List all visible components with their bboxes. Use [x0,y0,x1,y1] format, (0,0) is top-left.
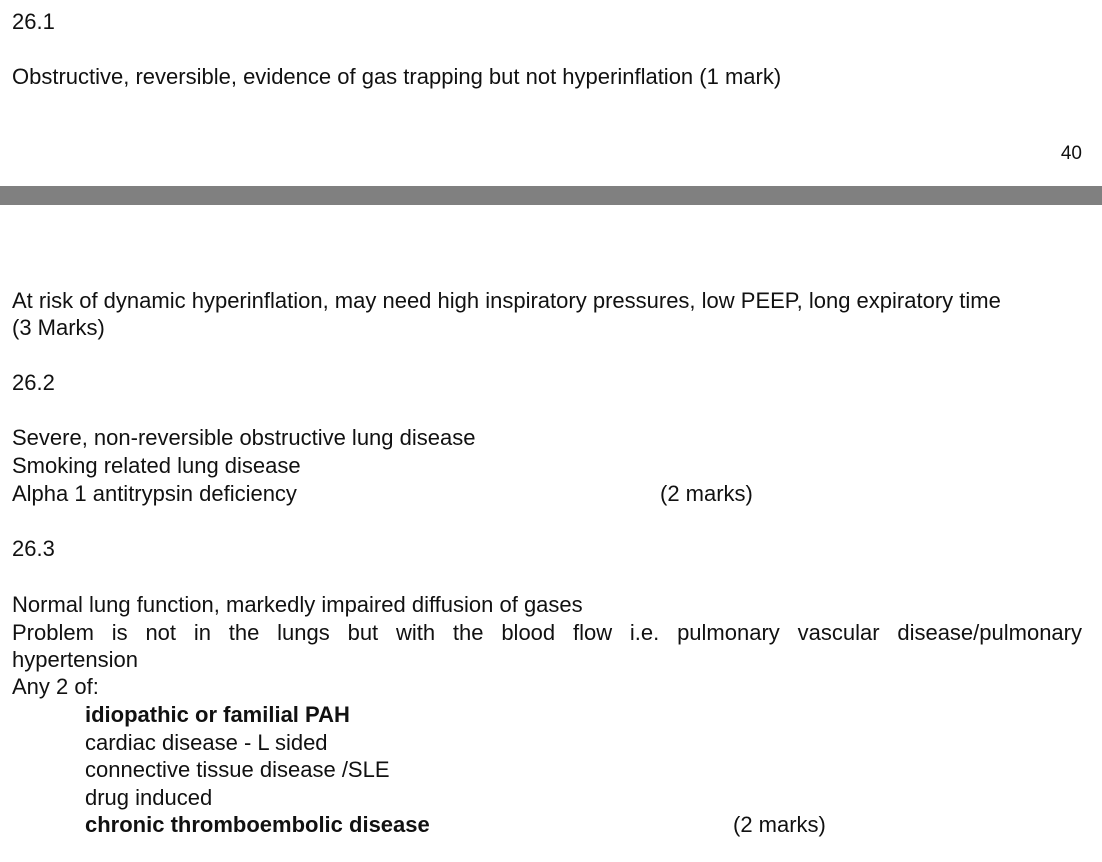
answer-26-2-line: Severe, non-reversible obstructive lung disease [12,425,476,450]
option-item: idiopathic or familial PAH [85,702,350,727]
answer-26-1: Obstructive, reversible, evidence of gas trapping but not hyperinflation (1 mark) [12,64,782,89]
answer-26-3-line-1: Normal lung function, markedly impaired diffusion of gases [12,592,583,617]
page-break-divider [0,186,1102,205]
answer-26-2-line: Smoking related lung disease [12,453,301,478]
answer-26-3-line-2: Problem is not in the lungs but with the blood flow i.e. pulmonary vascular disease/pulmonary [12,620,1082,645]
answer-26-3-line-4: Any 2 of: [12,674,99,699]
option-item: drug induced [85,785,213,810]
section-number-26-2: 26.2 [12,370,55,395]
answer-26-3-line-3: hypertension [12,647,138,672]
continuation-line-2: (3 Marks) [12,315,105,340]
marks-26-3: (2 marks) [733,812,826,837]
option-item: cardiac disease - L sided [85,730,328,755]
continuation-line-1: At risk of dynamic hyperinflation, may need high inspiratory pressures, low PEEP, long expiratory time [12,288,1001,313]
option-item: connective tissue disease /SLE [85,757,390,782]
page-number: 40 [1060,143,1082,164]
marks-26-2: (2 marks) [660,481,753,506]
section-number-26-3: 26.3 [12,536,55,561]
answer-26-2-line: Alpha 1 antitrypsin deficiency [12,481,297,506]
section-number-26-1: 26.1 [12,9,55,34]
option-item: chronic thromboembolic disease [85,812,430,837]
